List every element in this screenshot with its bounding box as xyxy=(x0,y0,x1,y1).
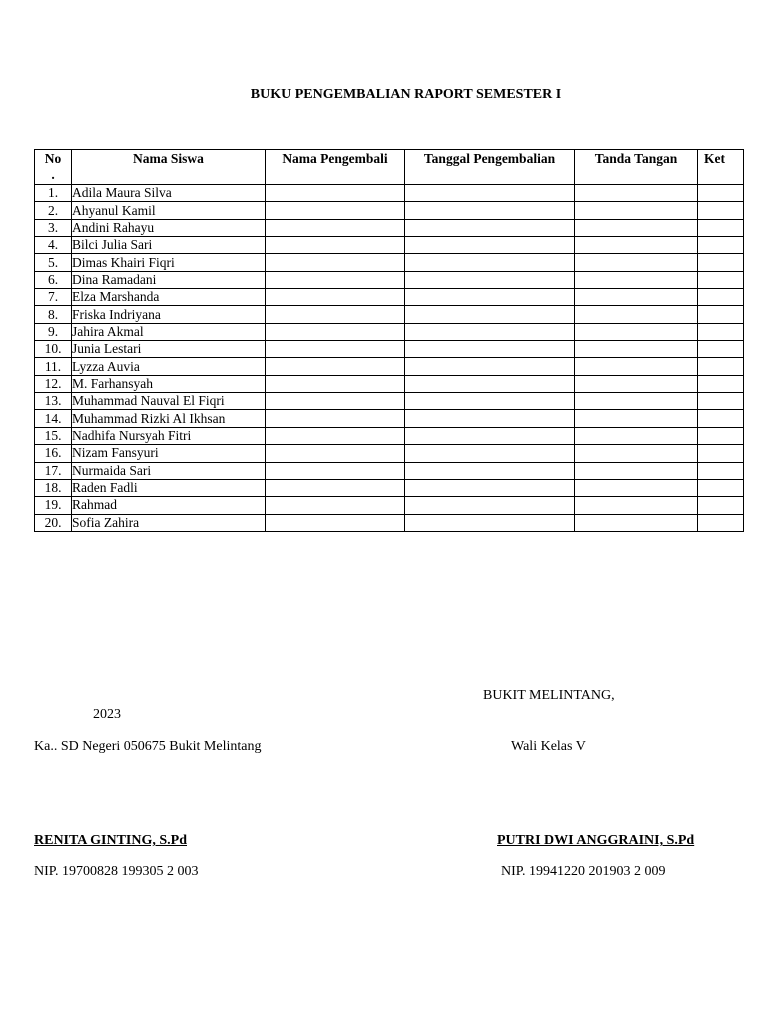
row-number: 12. xyxy=(35,375,72,392)
student-name: Lyzza Auvia xyxy=(72,358,266,375)
tanda-tangan-cell xyxy=(575,254,698,271)
table-row xyxy=(35,219,744,236)
header-no-label: No xyxy=(44,151,62,166)
table-row xyxy=(35,185,744,202)
table-row xyxy=(35,427,744,444)
ket-cell xyxy=(698,410,744,427)
tanda-tangan-cell xyxy=(575,410,698,427)
nama-pengembali-cell xyxy=(266,306,405,323)
student-name: Muhammad Nauval El Fiqri xyxy=(72,393,266,410)
tanda-tangan-cell xyxy=(575,185,698,202)
tanggal-pengembalian-cell xyxy=(405,271,575,288)
ket-cell xyxy=(698,514,744,531)
student-name: Junia Lestari xyxy=(72,341,266,358)
tanda-tangan-cell xyxy=(575,237,698,254)
tanggal-pengembalian-cell xyxy=(405,185,575,202)
tanda-tangan-cell xyxy=(575,375,698,392)
tanggal-pengembalian-cell xyxy=(405,219,575,236)
table-row xyxy=(35,479,744,496)
row-number: 18. xyxy=(35,479,72,496)
row-number: 13. xyxy=(35,393,72,410)
row-number: 14. xyxy=(35,410,72,427)
row-number: 20. xyxy=(35,514,72,531)
tanda-tangan-cell xyxy=(575,497,698,514)
row-number: 1. xyxy=(35,185,72,202)
student-name: Rahmad xyxy=(72,497,266,514)
tanggal-pengembalian-cell xyxy=(405,462,575,479)
return-register-table xyxy=(34,149,744,532)
nama-pengembali-cell xyxy=(266,237,405,254)
tanda-tangan-cell xyxy=(575,462,698,479)
student-name: Jahira Akmal xyxy=(72,323,266,340)
row-number: 8. xyxy=(35,306,72,323)
ket-cell xyxy=(698,497,744,514)
nama-pengembali-cell xyxy=(266,341,405,358)
tanda-tangan-cell xyxy=(575,393,698,410)
tanggal-pengembalian-cell xyxy=(405,410,575,427)
nama-pengembali-cell xyxy=(266,514,405,531)
table-row xyxy=(35,410,744,427)
nama-pengembali-cell xyxy=(266,462,405,479)
ket-cell xyxy=(698,358,744,375)
header-nama-siswa: Nama Siswa xyxy=(72,150,266,185)
table-row xyxy=(35,341,744,358)
nama-pengembali-cell xyxy=(266,393,405,410)
ket-cell xyxy=(698,323,744,340)
ket-cell xyxy=(698,254,744,271)
row-number: 4. xyxy=(35,237,72,254)
nama-pengembali-cell xyxy=(266,358,405,375)
student-name: Dina Ramadani xyxy=(72,271,266,288)
ket-cell xyxy=(698,237,744,254)
ket-cell xyxy=(698,479,744,496)
tanda-tangan-cell xyxy=(575,514,698,531)
ket-cell xyxy=(698,306,744,323)
student-name: Nurmaida Sari xyxy=(72,462,266,479)
nama-pengembali-cell xyxy=(266,271,405,288)
header-no-dot: . xyxy=(51,167,55,182)
table-row xyxy=(35,497,744,514)
table-row xyxy=(35,202,744,219)
table-row xyxy=(35,289,744,306)
tanggal-pengembalian-cell xyxy=(405,497,575,514)
tanda-tangan-cell xyxy=(575,323,698,340)
nama-pengembali-cell xyxy=(266,254,405,271)
student-name: Ahyanul Kamil xyxy=(72,202,266,219)
tanggal-pengembalian-cell xyxy=(405,393,575,410)
student-name: Elza Marshanda xyxy=(72,289,266,306)
tanda-tangan-cell xyxy=(575,289,698,306)
ket-cell xyxy=(698,462,744,479)
tanda-tangan-cell xyxy=(575,271,698,288)
table-row xyxy=(35,254,744,271)
nama-pengembali-cell xyxy=(266,427,405,444)
student-name: Andini Rahayu xyxy=(72,219,266,236)
principal-name: RENITA GINTING, S.Pd xyxy=(34,833,188,848)
nama-pengembali-cell xyxy=(266,497,405,514)
tanggal-pengembalian-cell xyxy=(405,358,575,375)
header-nama-pengembali: Nama Pengembali xyxy=(266,150,405,185)
ket-cell xyxy=(698,202,744,219)
row-number: 15. xyxy=(35,427,72,444)
table-header-row xyxy=(35,150,744,185)
table-row xyxy=(35,462,744,479)
header-tanda-tangan: Tanda Tangan xyxy=(575,150,698,185)
table-row xyxy=(35,237,744,254)
nama-pengembali-cell xyxy=(266,185,405,202)
ket-cell xyxy=(698,393,744,410)
row-number: 17. xyxy=(35,462,72,479)
student-name: Dimas Khairi Fiqri xyxy=(72,254,266,271)
table-row xyxy=(35,375,744,392)
nama-pengembali-cell xyxy=(266,375,405,392)
tanggal-pengembalian-cell xyxy=(405,514,575,531)
row-number: 19. xyxy=(35,497,72,514)
table-body xyxy=(35,185,744,532)
ket-cell xyxy=(698,341,744,358)
tanggal-pengembalian-cell xyxy=(405,445,575,462)
tanggal-pengembalian-cell xyxy=(405,323,575,340)
table-row xyxy=(35,358,744,375)
tanda-tangan-cell xyxy=(575,427,698,444)
nama-pengembali-cell xyxy=(266,219,405,236)
row-number: 6. xyxy=(35,271,72,288)
table-row xyxy=(35,323,744,340)
principal-nip: NIP. 19700828 199305 2 003 xyxy=(34,864,199,879)
header-ket: Ket xyxy=(698,150,744,185)
row-number: 2. xyxy=(35,202,72,219)
tanggal-pengembalian-cell xyxy=(405,289,575,306)
table-row xyxy=(35,306,744,323)
row-number: 16. xyxy=(35,445,72,462)
principal-role: Ka.. SD Negeri 050675 Bukit Melintang xyxy=(34,739,262,754)
signing-place: BUKIT MELINTANG, xyxy=(483,688,615,703)
tanda-tangan-cell xyxy=(575,479,698,496)
nama-pengembali-cell xyxy=(266,289,405,306)
tanda-tangan-cell xyxy=(575,219,698,236)
student-name: M. Farhansyah xyxy=(72,375,266,392)
tanggal-pengembalian-cell xyxy=(405,375,575,392)
ket-cell xyxy=(698,219,744,236)
nama-pengembali-cell xyxy=(266,445,405,462)
student-name: Raden Fadli xyxy=(72,479,266,496)
tanggal-pengembalian-cell xyxy=(405,341,575,358)
ket-cell xyxy=(698,375,744,392)
header-tanggal-pengembalian: Tanggal Pengembalian xyxy=(405,150,575,185)
document-title: BUKU PENGEMBALIAN RAPORT SEMESTER I xyxy=(250,87,562,102)
tanda-tangan-cell xyxy=(575,341,698,358)
row-number: 11. xyxy=(35,358,72,375)
row-number: 10. xyxy=(35,341,72,358)
table-row xyxy=(35,271,744,288)
nama-pengembali-cell xyxy=(266,410,405,427)
table-row xyxy=(35,393,744,410)
homeroom-role: Wali Kelas V xyxy=(511,739,586,754)
row-number: 3. xyxy=(35,219,72,236)
header-no xyxy=(35,150,72,185)
tanggal-pengembalian-cell xyxy=(405,237,575,254)
student-name: Nizam Fansyuri xyxy=(72,445,266,462)
student-name: Nadhifa Nursyah Fitri xyxy=(72,427,266,444)
tanda-tangan-cell xyxy=(575,445,698,462)
tanda-tangan-cell xyxy=(575,358,698,375)
ket-cell xyxy=(698,185,744,202)
table-row xyxy=(35,514,744,531)
tanda-tangan-cell xyxy=(575,202,698,219)
tanggal-pengembalian-cell xyxy=(405,306,575,323)
homeroom-teacher-name: PUTRI DWI ANGGRAINI, S.Pd xyxy=(497,833,695,848)
table-row xyxy=(35,445,744,462)
nama-pengembali-cell xyxy=(266,323,405,340)
student-name: Friska Indriyana xyxy=(72,306,266,323)
ket-cell xyxy=(698,271,744,288)
nama-pengembali-cell xyxy=(266,479,405,496)
tanggal-pengembalian-cell xyxy=(405,254,575,271)
tanggal-pengembalian-cell xyxy=(405,427,575,444)
row-number: 5. xyxy=(35,254,72,271)
nama-pengembali-cell xyxy=(266,202,405,219)
tanda-tangan-cell xyxy=(575,306,698,323)
student-name: Bilci Julia Sari xyxy=(72,237,266,254)
student-name: Muhammad Rizki Al Ikhsan xyxy=(72,410,266,427)
row-number: 7. xyxy=(35,289,72,306)
tanggal-pengembalian-cell xyxy=(405,479,575,496)
ket-cell xyxy=(698,445,744,462)
homeroom-teacher-nip: NIP. 19941220 201903 2 009 xyxy=(501,864,666,879)
ket-cell xyxy=(698,289,744,306)
row-number: 9. xyxy=(35,323,72,340)
signing-year: 2023 xyxy=(93,707,121,722)
ket-cell xyxy=(698,427,744,444)
student-name: Adila Maura Silva xyxy=(72,185,266,202)
student-name: Sofia Zahira xyxy=(72,514,266,531)
tanggal-pengembalian-cell xyxy=(405,202,575,219)
